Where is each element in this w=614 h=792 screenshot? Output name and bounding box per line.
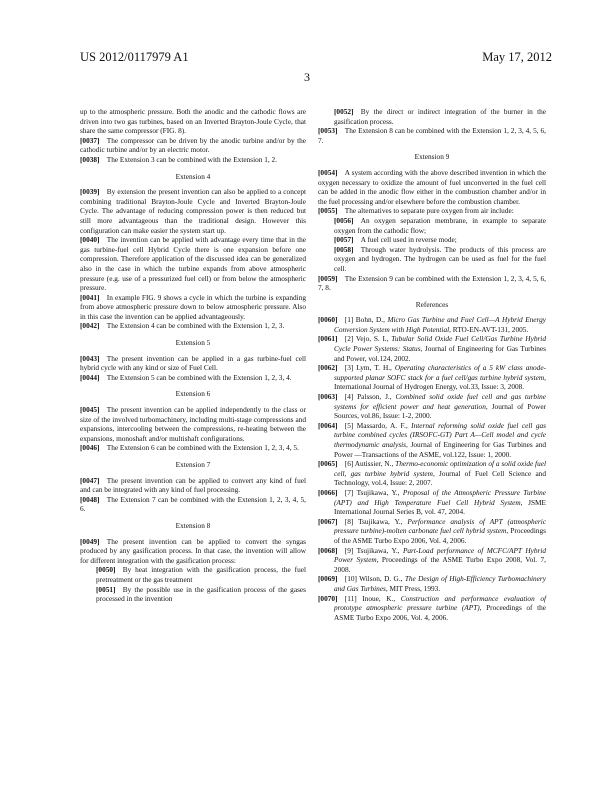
reference-author: [3] Lym, T. H., xyxy=(344,363,395,373)
page-number: 3 xyxy=(304,70,310,84)
paragraph xyxy=(80,495,306,514)
reference-author: [11] Inoue, K., xyxy=(344,593,401,603)
paragraph-text: The Extension 6 can be combined with the Extension 1, 2, 3, 4, 5. xyxy=(106,443,299,453)
paragraph-number: [0044] xyxy=(80,372,100,382)
paragraph-number: [0060] xyxy=(318,315,338,325)
indented-paragraph xyxy=(318,216,546,235)
reference-entry xyxy=(318,421,546,459)
paragraph xyxy=(80,354,306,373)
paragraph-number: [0065] xyxy=(318,459,338,469)
paragraph-number: [0069] xyxy=(318,574,338,584)
paragraph xyxy=(80,107,306,136)
reference-title: The Design of High-Efficiency Turbomachinery and Gas Turbines, xyxy=(334,574,546,593)
indented-paragraph xyxy=(80,585,306,604)
reference-entry xyxy=(318,315,546,334)
section-heading: References xyxy=(415,299,449,309)
reference-author: [4] Palsson, J., xyxy=(344,392,396,402)
paragraph-number: [0057] xyxy=(334,235,354,245)
paragraph-number: [0053] xyxy=(318,126,338,136)
paragraph-text: The Extension 7 can be combined with the Extension 1, 2, 3, 4, 5, 6. xyxy=(80,494,306,514)
paragraph-number: [0048] xyxy=(80,494,100,504)
paragraph xyxy=(318,168,546,206)
reference-source: Journal of Fuel Cell Science and Technology, vol.4, Issue: 2, 2007. xyxy=(334,468,546,488)
publication-date: May 17, 2012 xyxy=(482,50,552,64)
paragraph-text: The Extension 3 can be combined with the Extension 1, 2. xyxy=(106,154,277,164)
paragraph-text: The present invention can be applied in a gas turbine-fuel cell hybrid cycle with any kind or size of Fuel Cell. xyxy=(80,353,306,373)
reference-entry xyxy=(318,459,546,488)
paragraph-text: By heat integration with the gasification process, the fuel pretreatment or the gas treatment xyxy=(96,565,306,584)
reference-source: Journal of Engineering for Gas Turbines and Power —Transactions of the ASME, vol.122, Issue: 1, 2000. xyxy=(334,440,546,459)
paragraph-text: The compressor can be driven by the anodic turbine and/or by the cathodic turbine and/or by an electric motor. xyxy=(80,135,306,155)
indented-paragraph xyxy=(318,235,546,245)
reference-entry xyxy=(318,392,546,421)
reference-source: Proceedings of the ASME Turbo Expo 2006, Vol. 4, 2006. xyxy=(334,526,546,545)
paragraph xyxy=(80,136,306,155)
paragraph-text: The alternatives to separate pure oxygen from air include: xyxy=(344,206,514,216)
paragraph-text: A system according with the above described invention in which the oxygen necessary to oxidize the amount of fuel unconverted in the fuel cell can be added in the anodic flow either in the combustion chamber and/or in the fuel processing and/or elsewhere before the combustion chamber. xyxy=(318,167,546,206)
publication-number: US 2012/0117979 A1 xyxy=(80,50,189,64)
indented-paragraph xyxy=(318,107,546,126)
right-column xyxy=(318,107,546,622)
paragraph-number: [0046] xyxy=(80,443,100,453)
section-heading: Extension 6 xyxy=(175,389,211,399)
reference-source: RTO-EN-AVT-131, 2005. xyxy=(450,324,529,334)
reference-title: Thermo-economic optimization of a solid oxide fuel cell, gas turbine hybrid system, xyxy=(334,459,546,478)
reference-source: JSME International Journal Series B, vol. 47, 2004. xyxy=(334,497,546,517)
paragraph-number: [0052] xyxy=(334,107,354,116)
paragraph-text: The present invention can be applied to convert the syngas produced by any gasification process. In that case, the invention will allow for different integration with the gasification process: xyxy=(80,536,306,565)
reference-source: Journal of Power Sources, vol.86, Issue: 1-2, 2000. xyxy=(334,401,546,421)
paragraph xyxy=(318,206,546,216)
reference-entry xyxy=(318,594,546,623)
reference-title: Proposal of the Atmospheric Pressure Turbine (APT) and High Temperature Fuel Cell Hybrid System, xyxy=(334,487,546,507)
reference-entry xyxy=(318,546,546,575)
reference-title: Tubular Solid Oxide Fuel Cell/Gas Turbine Hybrid Cycle Power Systems: Status, xyxy=(334,334,546,354)
reference-author: [7] Tsujikawa, Y., xyxy=(344,487,403,497)
section-heading: Extension 8 xyxy=(175,520,211,530)
paragraph-number: [0050] xyxy=(96,565,116,575)
paragraph xyxy=(80,321,306,331)
paragraph xyxy=(80,187,306,235)
reference-title: Construction and performance evaluation of prototype atmospheric pressure turbine (APT), xyxy=(334,593,546,613)
paragraph-number: [0066] xyxy=(318,487,338,497)
paragraph-number: [0067] xyxy=(318,516,338,526)
reference-entry xyxy=(318,517,546,546)
paragraph-number: [0045] xyxy=(80,405,100,415)
paragraph-text: The Extension 5 can be combined with the Extension 1, 2, 3, 4. xyxy=(106,372,292,382)
paragraph-text: An oxygen separation membrane, in example to separate oxygen from the cathodic flow; xyxy=(334,215,546,235)
paragraph-number: [0061] xyxy=(318,334,338,344)
paragraph-number: [0038] xyxy=(80,154,100,164)
paragraph xyxy=(318,126,546,145)
reference-author: [5] Massardo, A. F., xyxy=(344,420,412,430)
reference-title: Part-Load performance of MCFC/APT Hybrid Power System, xyxy=(334,545,546,565)
paragraph-text: By the direct or indirect integration of the burner in the gasification process. xyxy=(334,107,546,126)
paragraph xyxy=(80,293,306,322)
paragraph xyxy=(80,235,306,293)
left-column xyxy=(80,107,306,604)
paragraph-text: up to the atmospheric pressure. Both the anodic and the cathodic flows are driven into two gas turbines, based on an Inverted Brayton-Joule Cycle, that share the same compressor (FIG. 8). xyxy=(80,107,306,136)
paragraph-text: The present invention can be applied independently to the class or size of the involved turbomachinery, including multi-stage compressions and expansions, intercooling between the compressions, re-heating between the expansions, monoshaft and/or multishaft configurations. xyxy=(80,405,306,443)
reference-entry xyxy=(318,363,546,392)
reference-title: Micro Gas Turbine and Fuel Cell—A Hybrid Energy Conversion System with High Potential, xyxy=(334,315,546,334)
paragraph-text: The invention can be applied with advantage every time that in the gas turbine-fuel cell Hybrid Cycle there is one expansion before one compression. Therefore application of the discussed idea can be generalized also in the case in which the turbine expands from above atmospheric pressure (e.g. use of a pressurized fuel cell) or from below the atmospheric pressure. xyxy=(80,235,306,293)
section-heading: Extension 4 xyxy=(175,171,211,181)
reference-title: Combined solid oxide fuel cell and gas turbine systems for efficient power and heat generation, xyxy=(334,392,546,411)
paragraph-text: The present invention can be applied to convert any kind of fuel and can be integrated with any kind of fuel processing. xyxy=(80,475,306,495)
paragraph-number: [0070] xyxy=(318,593,338,603)
paragraph-number: [0054] xyxy=(318,167,338,177)
paragraph xyxy=(80,443,306,453)
paragraph-number: [0037] xyxy=(80,135,100,145)
indented-paragraph xyxy=(318,245,546,274)
paragraph xyxy=(80,155,306,165)
paragraph xyxy=(318,274,546,293)
paragraph-number: [0039] xyxy=(80,187,100,197)
paragraph-number: [0047] xyxy=(80,475,100,485)
section-heading: Extension 9 xyxy=(414,152,450,162)
reference-title: Operating characteristics of a 5 kW class anode-supported planar SOFC stack for a fuel cell/gas turbine hybrid system, xyxy=(334,363,546,382)
paragraph-number: [0068] xyxy=(318,545,338,555)
paragraph-text: In example FIG. 9 shows a cycle in which the turbine is expanding from above atmospheric pressure down to below atmospheric pressure. Also in this case the invention can be applied advantageously. xyxy=(80,292,306,321)
paragraph-number: [0064] xyxy=(318,420,338,430)
paragraph-number: [0063] xyxy=(318,392,338,402)
paragraph-number: [0041] xyxy=(80,292,100,302)
reference-entry xyxy=(318,574,546,593)
reference-author: [6] Autissier, N., xyxy=(344,459,396,469)
paragraph xyxy=(80,476,306,495)
reference-author: [2] Vejo, S. I., xyxy=(344,334,392,344)
indented-paragraph xyxy=(80,565,306,584)
reference-source: Proceedings of the ASME Turbo Expo 2006, Vol. 4, 2006. xyxy=(334,603,546,622)
paragraph-number: [0055] xyxy=(318,206,338,216)
reference-entry xyxy=(318,334,546,363)
paragraph-text: By extension the present invention can also be applied to a concept combining traditional Brayton-Joule Cycle and Inverted Brayton-Joule Cycle. The advantage of reducing compression power is then reduced but still more advantageous than the traditional design. However this configuration can make easier the system start up. xyxy=(80,187,306,235)
paragraph-number: [0058] xyxy=(334,244,354,254)
paragraph xyxy=(80,537,306,566)
paragraph-number: [0051] xyxy=(96,584,116,594)
paragraph-number: [0040] xyxy=(80,235,100,245)
paragraph-number: [0042] xyxy=(80,321,100,331)
paragraph xyxy=(80,373,306,383)
reference-source: Proceedings of the ASME Turbo Expo 2008, Vol. 7, 2008. xyxy=(334,555,546,574)
reference-author: [1] Bohn, D., xyxy=(344,315,388,325)
reference-source: MIT Press, 1993. xyxy=(387,583,441,593)
paragraph-number: [0049] xyxy=(80,536,100,546)
reference-title: Performance analysis of APT (atmospheric pressure turbine)-molten carbonate fuel cell hybrid system, xyxy=(334,516,546,536)
paragraph-text: The Extension 8 can be combined with the Extension 1, 2, 3, 4, 5, 6, 7. xyxy=(318,126,546,145)
paragraph-text: The Extension 4 can be combined with the Extension 1, 2, 3. xyxy=(106,321,285,331)
paragraph-text: Through water hydrolysis. The products of this process are oxygen and hydrogen. The hydrogen can be used as fuel for the fuel cell. xyxy=(334,244,546,273)
paragraph-text: The Extension 9 can be combined with the Extension 1, 2, 3, 4, 5, 6, 7, 8. xyxy=(318,273,546,293)
reference-author: [8] Tsujikawa, Y., xyxy=(344,516,408,526)
paragraph-number: [0043] xyxy=(80,353,100,363)
paragraph-text: A fuel cell used in reverse mode; xyxy=(360,235,457,245)
reference-entry xyxy=(318,488,546,517)
paragraph-number: [0056] xyxy=(334,215,354,225)
reference-source: Journal of Engineering for Gas Turbines and Power, vol.124, 2002. xyxy=(334,344,546,363)
reference-author: [10] Wilson, D. G., xyxy=(344,574,405,584)
reference-source: International Journal of Hydrogen Energy, vol.33, Issue: 3, 2008. xyxy=(334,382,525,392)
paragraph xyxy=(80,405,306,443)
reference-author: [9] Tsujikawa, Y., xyxy=(344,545,403,555)
section-heading: Extension 5 xyxy=(175,338,211,348)
section-heading: Extension 7 xyxy=(175,460,211,469)
paragraph-text: By the possible use in the gasification process of the gases processed in the invention xyxy=(96,584,306,604)
paragraph-number: [0062] xyxy=(318,363,338,373)
paragraph-number: [0059] xyxy=(318,273,338,283)
reference-title: Internal reforming solid oxide fuel cell gas turbine combined cycles (IRSOFC-GT) Part A—Cell model and cycle thermodynamic analysis, xyxy=(334,420,546,449)
